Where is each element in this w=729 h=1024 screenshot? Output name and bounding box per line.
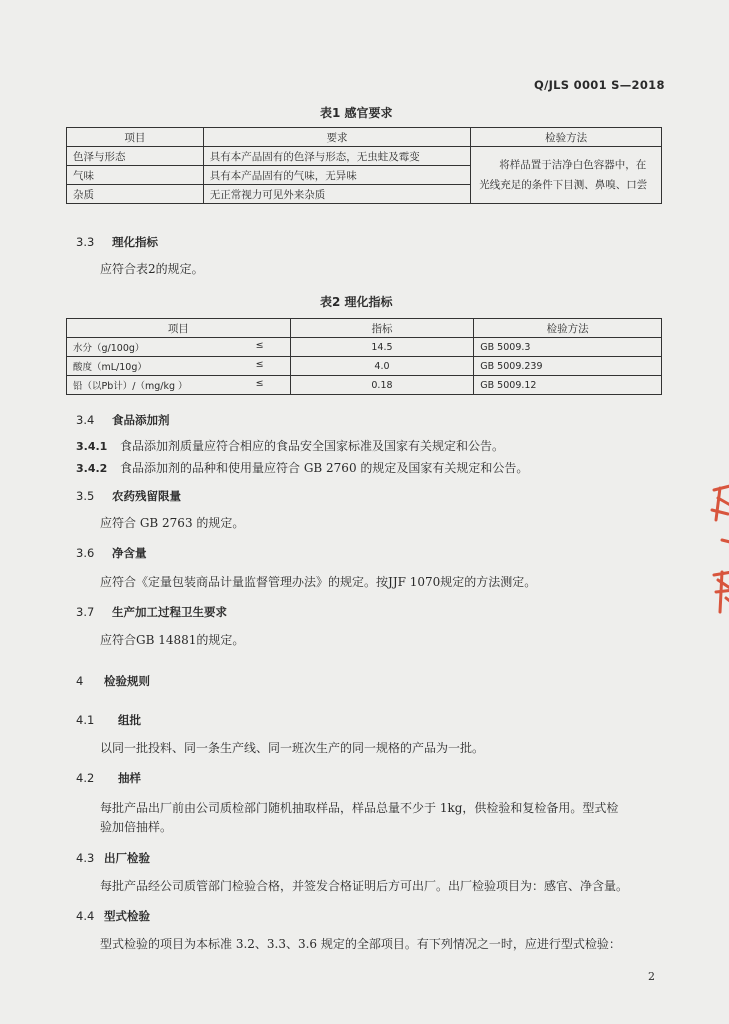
section-4-4-text: 型式检验的项目为本标准 3.2、3.3、3.6 规定的全部项目。有下列情况之一时，应进行型式检验： [100,937,621,951]
section-3-7-heading [76,604,227,620]
header-cell: 项目 [67,128,204,147]
requirement-cell: 具有本产品固有的色泽与形态，无虫蛀及霉变 [203,147,471,166]
item-cell [67,357,291,376]
section-4-2-text-line1: 每批产品出厂前由公司质检部门随机抽取样品，样品总量不少于 1kg，供检验和复检备用。型式检 [100,801,619,815]
table-header-row [67,319,662,338]
red-seal-stamp-fragment [700,480,729,620]
operator: ≤ [255,340,264,351]
table-physicochemical [66,318,662,395]
operator: ≤ [255,378,264,389]
table-row [67,147,662,166]
item-cell: 气味 [67,166,204,185]
item-cell: 杂质 [67,185,204,204]
table-row [67,338,662,357]
item-cell: 色泽与形态 [67,147,204,166]
section-title: 组批 [118,713,141,727]
section-4-heading [76,673,150,689]
method-line: 将样品置于洁净白色容器中，在 [499,159,647,171]
section-number: 3.4 [76,413,95,427]
section-title: 抽样 [118,771,141,785]
method-cell: GB 5009.3 [474,338,662,357]
section-4-2-text-line2: 验加倍抽样。 [100,820,173,834]
section-3-6-text: 应符合《定量包装商品计量监督管理办法》的规定。按JJF 1070规定的方法测定。 [100,575,537,589]
method-cell: GB 5009.239 [474,357,662,376]
section-4-3-heading [76,850,150,866]
section-3-4-1 [76,435,504,458]
section-title: 农药残留限量 [112,489,181,503]
page-number: 2 [648,970,655,983]
section-title: 检验规则 [104,674,150,688]
section-title: 出厂检验 [104,851,150,865]
method-cell [471,147,662,204]
section-title: 生产加工过程卫生要求 [112,605,227,619]
section-4-3-text: 每批产品经公司质管部门检验合格，并签发合格证明后方可出厂。出厂检验项目为：感官、净含量。 [100,879,629,893]
section-3-5-text: 应符合 GB 2763 的规定。 [100,516,245,530]
requirement-cell: 无正常视力可见外来杂质 [203,185,471,204]
section-number: 3.6 [76,546,95,560]
operator: ≤ [255,359,264,370]
method-cell: GB 5009.12 [474,376,662,395]
section-3-5-heading [76,488,181,504]
table-sensory-requirements [66,127,662,204]
value-cell: 14.5 [290,338,474,357]
section-number: 3.5 [76,489,95,503]
table-header-row [67,128,662,147]
value-cell: 0.18 [290,376,474,395]
section-3-7-text: 应符合GB 14881的规定。 [100,633,245,647]
section-number: 3.4.2 [76,462,108,475]
section-4-1-text: 以同一批投料、同一条生产线、同一班次生产的同一规格的产品为一批。 [100,741,485,755]
section-number: 3.7 [76,605,95,619]
section-title: 理化指标 [112,235,158,249]
item-label: 水分（g/100g） [73,343,145,354]
section-title: 净含量 [112,546,147,560]
section-text: 食品添加剂质量应符合相应的食品安全国家标准及国家有关规定和公告。 [120,439,505,453]
section-4-4-heading [76,908,150,924]
section-number: 3.4.1 [76,440,108,453]
header-cell: 要求 [203,128,471,147]
section-4-1-heading [76,712,141,728]
section-title: 型式检验 [104,909,150,923]
section-title: 食品添加剂 [112,413,170,427]
section-number: 4.3 [76,851,95,865]
section-3-4-2 [76,457,528,480]
table-row [67,376,662,395]
table2-caption: 表2 理化指标 [320,295,393,309]
section-3-3-text: 应符合表2的规定。 [100,262,204,276]
section-number: 3.3 [76,235,95,249]
section-3-6-heading [76,545,147,561]
item-cell [67,376,291,395]
section-4-2-heading [76,770,141,786]
header-cell: 项目 [67,319,291,338]
header-cell: 指标 [290,319,474,338]
section-number: 4.4 [76,909,95,923]
item-label: 铅（以Pb计）/（mg/kg ） [73,381,188,392]
header-cell: 检验方法 [474,319,662,338]
table-row [67,357,662,376]
section-number: 4 [76,674,84,688]
section-3-4-heading [76,412,170,428]
requirement-cell: 具有本产品固有的气味，无异味 [203,166,471,185]
value-cell: 4.0 [290,357,474,376]
section-3-3-heading [76,234,158,250]
item-label: 酸度（mL/10g） [73,362,147,373]
table1-caption: 表1 感官要求 [320,106,393,120]
standard-number: Q/JLS 0001 S—2018 [534,78,665,92]
section-text: 食品添加剂的品种和使用量应符合 GB 2760 的规定及国家有关规定和公告。 [120,461,529,475]
item-cell [67,338,291,357]
section-number: 4.1 [76,713,95,727]
method-line: 光线充足的条件下目测、鼻嗅、口尝 [479,179,648,191]
section-number: 4.2 [76,771,95,785]
header-cell: 检验方法 [471,128,662,147]
